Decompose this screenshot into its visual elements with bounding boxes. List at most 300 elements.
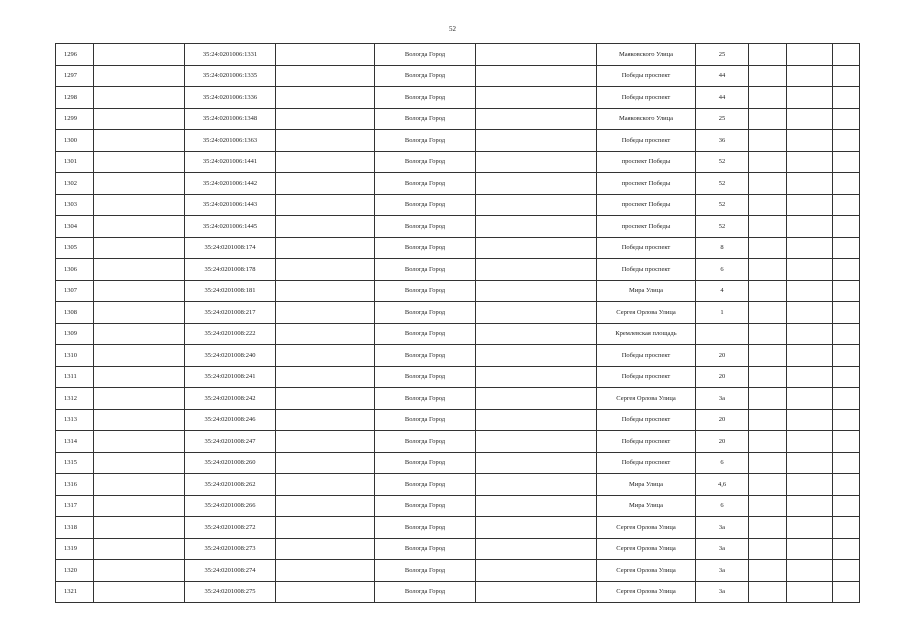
empty-cell bbox=[787, 538, 833, 560]
empty-cell bbox=[787, 108, 833, 130]
table-row bbox=[56, 302, 860, 324]
table-row bbox=[56, 216, 860, 238]
empty-cell bbox=[833, 108, 860, 130]
house-number-cell: 6 bbox=[696, 452, 749, 474]
table-row bbox=[56, 173, 860, 195]
cadastral-number-cell: 35:24:0201008:174 bbox=[185, 237, 276, 259]
empty-cell bbox=[833, 280, 860, 302]
house-number-cell: 6 bbox=[696, 495, 749, 517]
empty-cell bbox=[276, 388, 375, 410]
empty-cell bbox=[476, 538, 597, 560]
street-cell: проспект Победы bbox=[597, 216, 696, 238]
empty-cell bbox=[276, 452, 375, 474]
row-number-cell: 1310 bbox=[56, 345, 94, 367]
empty-cell bbox=[833, 87, 860, 109]
empty-cell bbox=[276, 280, 375, 302]
page-number: 52 bbox=[449, 25, 456, 33]
empty-cell bbox=[476, 560, 597, 582]
empty-cell bbox=[476, 474, 597, 496]
city-cell: Вологда Город bbox=[375, 474, 476, 496]
row-number-cell: 1309 bbox=[56, 323, 94, 345]
empty-cell bbox=[749, 366, 787, 388]
house-number-cell: 3а bbox=[696, 538, 749, 560]
street-cell: Сергея Орлова Улица bbox=[597, 538, 696, 560]
empty-cell bbox=[833, 474, 860, 496]
city-cell: Вологда Город bbox=[375, 108, 476, 130]
house-number-cell: 3а bbox=[696, 388, 749, 410]
empty-cell bbox=[787, 495, 833, 517]
empty-cell bbox=[787, 345, 833, 367]
house-number-cell: 20 bbox=[696, 345, 749, 367]
table-row bbox=[56, 65, 860, 87]
street-cell: Сергея Орлова Улица bbox=[597, 560, 696, 582]
property-registry-table bbox=[55, 43, 860, 603]
empty-cell bbox=[476, 237, 597, 259]
empty-cell bbox=[94, 108, 185, 130]
street-cell: проспект Победы bbox=[597, 173, 696, 195]
cadastral-number-cell: 35:24:0201008:266 bbox=[185, 495, 276, 517]
empty-cell bbox=[749, 302, 787, 324]
empty-cell bbox=[833, 366, 860, 388]
street-cell: Победы проспект bbox=[597, 431, 696, 453]
house-number-cell: 52 bbox=[696, 173, 749, 195]
empty-cell bbox=[833, 194, 860, 216]
street-cell: Победы проспект bbox=[597, 409, 696, 431]
house-number-cell: 25 bbox=[696, 44, 749, 66]
empty-cell bbox=[276, 538, 375, 560]
cadastral-number-cell: 35:24:0201006:1331 bbox=[185, 44, 276, 66]
empty-cell bbox=[833, 388, 860, 410]
empty-cell bbox=[833, 44, 860, 66]
empty-cell bbox=[749, 259, 787, 281]
empty-cell bbox=[833, 495, 860, 517]
empty-cell bbox=[276, 130, 375, 152]
empty-cell bbox=[787, 87, 833, 109]
cadastral-number-cell: 35:24:0201008:240 bbox=[185, 345, 276, 367]
city-cell: Вологда Город bbox=[375, 151, 476, 173]
house-number-cell: 3а bbox=[696, 517, 749, 539]
city-cell: Вологда Город bbox=[375, 173, 476, 195]
house-number-cell: 44 bbox=[696, 87, 749, 109]
city-cell: Вологда Город bbox=[375, 65, 476, 87]
empty-cell bbox=[749, 44, 787, 66]
table-row bbox=[56, 560, 860, 582]
table-row bbox=[56, 452, 860, 474]
house-number-cell: 20 bbox=[696, 366, 749, 388]
empty-cell bbox=[787, 581, 833, 603]
empty-cell bbox=[749, 216, 787, 238]
house-number-cell: 52 bbox=[696, 216, 749, 238]
street-cell: Победы проспект bbox=[597, 452, 696, 474]
house-number-cell: 6 bbox=[696, 259, 749, 281]
empty-cell bbox=[476, 431, 597, 453]
empty-cell bbox=[94, 474, 185, 496]
empty-cell bbox=[749, 538, 787, 560]
house-number-cell: 52 bbox=[696, 194, 749, 216]
city-cell: Вологда Город bbox=[375, 44, 476, 66]
city-cell: Вологда Город bbox=[375, 409, 476, 431]
cadastral-number-cell: 35:24:0201006:1443 bbox=[185, 194, 276, 216]
empty-cell bbox=[787, 237, 833, 259]
house-number-cell: 3а bbox=[696, 560, 749, 582]
table-row bbox=[56, 581, 860, 603]
street-cell: Маяковского Улица bbox=[597, 44, 696, 66]
table-row bbox=[56, 517, 860, 539]
empty-cell bbox=[476, 581, 597, 603]
street-cell: Маяковского Улица bbox=[597, 108, 696, 130]
empty-cell bbox=[276, 323, 375, 345]
empty-cell bbox=[833, 581, 860, 603]
row-number-cell: 1301 bbox=[56, 151, 94, 173]
empty-cell bbox=[476, 259, 597, 281]
row-number-cell: 1315 bbox=[56, 452, 94, 474]
empty-cell bbox=[749, 452, 787, 474]
house-number-cell: 52 bbox=[696, 151, 749, 173]
empty-cell bbox=[276, 581, 375, 603]
empty-cell bbox=[276, 495, 375, 517]
street-cell: Мира Улица bbox=[597, 495, 696, 517]
empty-cell bbox=[833, 409, 860, 431]
empty-cell bbox=[476, 87, 597, 109]
empty-cell bbox=[749, 323, 787, 345]
street-cell: Победы проспект bbox=[597, 130, 696, 152]
cadastral-number-cell: 35:24:0201008:242 bbox=[185, 388, 276, 410]
house-number-cell: 4 bbox=[696, 280, 749, 302]
empty-cell bbox=[276, 87, 375, 109]
street-cell: Победы проспект bbox=[597, 345, 696, 367]
empty-cell bbox=[749, 65, 787, 87]
empty-cell bbox=[749, 495, 787, 517]
empty-cell bbox=[94, 388, 185, 410]
empty-cell bbox=[276, 560, 375, 582]
row-number-cell: 1300 bbox=[56, 130, 94, 152]
empty-cell bbox=[476, 517, 597, 539]
street-cell: Сергея Орлова Улица bbox=[597, 388, 696, 410]
empty-cell bbox=[476, 409, 597, 431]
city-cell: Вологда Город bbox=[375, 517, 476, 539]
empty-cell bbox=[749, 345, 787, 367]
empty-cell bbox=[749, 431, 787, 453]
empty-cell bbox=[476, 44, 597, 66]
city-cell: Вологда Город bbox=[375, 581, 476, 603]
empty-cell bbox=[749, 151, 787, 173]
empty-cell bbox=[749, 517, 787, 539]
empty-cell bbox=[94, 237, 185, 259]
city-cell: Вологда Город bbox=[375, 388, 476, 410]
table-row bbox=[56, 431, 860, 453]
row-number-cell: 1298 bbox=[56, 87, 94, 109]
house-number-cell: 4,6 bbox=[696, 474, 749, 496]
street-cell: Победы проспект bbox=[597, 87, 696, 109]
empty-cell bbox=[276, 237, 375, 259]
empty-cell bbox=[476, 388, 597, 410]
empty-cell bbox=[787, 173, 833, 195]
city-cell: Вологда Город bbox=[375, 452, 476, 474]
cadastral-number-cell: 35:24:0201008:246 bbox=[185, 409, 276, 431]
empty-cell bbox=[476, 130, 597, 152]
table-row bbox=[56, 151, 860, 173]
cadastral-number-cell: 35:24:0201006:1445 bbox=[185, 216, 276, 238]
street-cell: Победы проспект bbox=[597, 237, 696, 259]
empty-cell bbox=[476, 323, 597, 345]
empty-cell bbox=[276, 151, 375, 173]
empty-cell bbox=[833, 517, 860, 539]
street-cell: Мира Улица bbox=[597, 474, 696, 496]
empty-cell bbox=[94, 151, 185, 173]
city-cell: Вологда Город bbox=[375, 345, 476, 367]
empty-cell bbox=[787, 259, 833, 281]
empty-cell bbox=[94, 452, 185, 474]
empty-cell bbox=[276, 431, 375, 453]
empty-cell bbox=[94, 538, 185, 560]
empty-cell bbox=[476, 151, 597, 173]
empty-cell bbox=[833, 151, 860, 173]
empty-cell bbox=[787, 216, 833, 238]
empty-cell bbox=[476, 280, 597, 302]
house-number-cell: 36 bbox=[696, 130, 749, 152]
empty-cell bbox=[94, 87, 185, 109]
house-number-cell: 20 bbox=[696, 431, 749, 453]
empty-cell bbox=[94, 345, 185, 367]
empty-cell bbox=[94, 581, 185, 603]
table-row bbox=[56, 388, 860, 410]
empty-cell bbox=[94, 259, 185, 281]
row-number-cell: 1302 bbox=[56, 173, 94, 195]
table-row bbox=[56, 409, 860, 431]
table-row bbox=[56, 259, 860, 281]
cadastral-number-cell: 35:24:0201008:274 bbox=[185, 560, 276, 582]
city-cell: Вологда Город bbox=[375, 194, 476, 216]
empty-cell bbox=[94, 560, 185, 582]
table-row bbox=[56, 538, 860, 560]
empty-cell bbox=[276, 65, 375, 87]
empty-cell bbox=[787, 560, 833, 582]
empty-cell bbox=[787, 323, 833, 345]
empty-cell bbox=[94, 44, 185, 66]
city-cell: Вологда Город bbox=[375, 323, 476, 345]
row-number-cell: 1308 bbox=[56, 302, 94, 324]
cadastral-number-cell: 35:24:0201008:217 bbox=[185, 302, 276, 324]
empty-cell bbox=[276, 366, 375, 388]
cadastral-number-cell: 35:24:0201008:222 bbox=[185, 323, 276, 345]
house-number-cell: 8 bbox=[696, 237, 749, 259]
table-row bbox=[56, 87, 860, 109]
table-row bbox=[56, 366, 860, 388]
empty-cell bbox=[749, 388, 787, 410]
city-cell: Вологда Город bbox=[375, 237, 476, 259]
row-number-cell: 1299 bbox=[56, 108, 94, 130]
table-row bbox=[56, 474, 860, 496]
empty-cell bbox=[833, 173, 860, 195]
empty-cell bbox=[787, 431, 833, 453]
street-cell: Сергея Орлова Улица bbox=[597, 517, 696, 539]
cadastral-number-cell: 35:24:0201008:247 bbox=[185, 431, 276, 453]
empty-cell bbox=[787, 65, 833, 87]
table-row bbox=[56, 280, 860, 302]
row-number-cell: 1312 bbox=[56, 388, 94, 410]
empty-cell bbox=[833, 560, 860, 582]
empty-cell bbox=[94, 280, 185, 302]
empty-cell bbox=[94, 65, 185, 87]
empty-cell bbox=[476, 194, 597, 216]
row-number-cell: 1304 bbox=[56, 216, 94, 238]
city-cell: Вологда Город bbox=[375, 495, 476, 517]
table-row bbox=[56, 108, 860, 130]
empty-cell bbox=[749, 173, 787, 195]
cadastral-number-cell: 35:24:0201008:241 bbox=[185, 366, 276, 388]
street-cell: Мира Улица bbox=[597, 280, 696, 302]
empty-cell bbox=[476, 366, 597, 388]
row-number-cell: 1303 bbox=[56, 194, 94, 216]
row-number-cell: 1316 bbox=[56, 474, 94, 496]
empty-cell bbox=[833, 259, 860, 281]
empty-cell bbox=[833, 65, 860, 87]
empty-cell bbox=[787, 452, 833, 474]
city-cell: Вологда Город bbox=[375, 87, 476, 109]
street-cell: Сергея Орлова Улица bbox=[597, 302, 696, 324]
empty-cell bbox=[749, 130, 787, 152]
table-row bbox=[56, 194, 860, 216]
empty-cell bbox=[94, 216, 185, 238]
city-cell: Вологда Город bbox=[375, 538, 476, 560]
cadastral-number-cell: 35:24:0201006:1442 bbox=[185, 173, 276, 195]
empty-cell bbox=[833, 130, 860, 152]
house-number-cell bbox=[696, 323, 749, 345]
cadastral-number-cell: 35:24:0201008:260 bbox=[185, 452, 276, 474]
empty-cell bbox=[833, 302, 860, 324]
row-number-cell: 1306 bbox=[56, 259, 94, 281]
cadastral-number-cell: 35:24:0201006:1441 bbox=[185, 151, 276, 173]
row-number-cell: 1311 bbox=[56, 366, 94, 388]
empty-cell bbox=[749, 237, 787, 259]
cadastral-number-cell: 35:24:0201006:1348 bbox=[185, 108, 276, 130]
empty-cell bbox=[476, 216, 597, 238]
table-row bbox=[56, 44, 860, 66]
empty-cell bbox=[749, 474, 787, 496]
empty-cell bbox=[476, 302, 597, 324]
table-row bbox=[56, 237, 860, 259]
empty-cell bbox=[787, 44, 833, 66]
cadastral-number-cell: 35:24:0201006:1363 bbox=[185, 130, 276, 152]
empty-cell bbox=[833, 216, 860, 238]
empty-cell bbox=[787, 130, 833, 152]
cadastral-number-cell: 35:24:0201008:181 bbox=[185, 280, 276, 302]
empty-cell bbox=[276, 173, 375, 195]
row-number-cell: 1317 bbox=[56, 495, 94, 517]
table-body bbox=[56, 44, 860, 603]
empty-cell bbox=[476, 495, 597, 517]
empty-cell bbox=[787, 151, 833, 173]
house-number-cell: 20 bbox=[696, 409, 749, 431]
cadastral-number-cell: 35:24:0201008:275 bbox=[185, 581, 276, 603]
empty-cell bbox=[94, 409, 185, 431]
city-cell: Вологда Город bbox=[375, 280, 476, 302]
empty-cell bbox=[276, 302, 375, 324]
empty-cell bbox=[276, 108, 375, 130]
cadastral-number-cell: 35:24:0201006:1335 bbox=[185, 65, 276, 87]
empty-cell bbox=[787, 280, 833, 302]
row-number-cell: 1296 bbox=[56, 44, 94, 66]
street-cell: проспект Победы bbox=[597, 194, 696, 216]
cadastral-number-cell: 35:24:0201008:262 bbox=[185, 474, 276, 496]
empty-cell bbox=[94, 431, 185, 453]
empty-cell bbox=[276, 345, 375, 367]
empty-cell bbox=[787, 409, 833, 431]
street-cell: Сергея Орлова Улица bbox=[597, 581, 696, 603]
empty-cell bbox=[94, 517, 185, 539]
empty-cell bbox=[476, 65, 597, 87]
empty-cell bbox=[276, 409, 375, 431]
empty-cell bbox=[276, 44, 375, 66]
empty-cell bbox=[749, 409, 787, 431]
cadastral-number-cell: 35:24:0201008:273 bbox=[185, 538, 276, 560]
row-number-cell: 1297 bbox=[56, 65, 94, 87]
empty-cell bbox=[787, 302, 833, 324]
house-number-cell: 44 bbox=[696, 65, 749, 87]
empty-cell bbox=[476, 173, 597, 195]
empty-cell bbox=[276, 259, 375, 281]
city-cell: Вологда Город bbox=[375, 302, 476, 324]
table-row bbox=[56, 323, 860, 345]
empty-cell bbox=[94, 302, 185, 324]
city-cell: Вологда Город bbox=[375, 216, 476, 238]
empty-cell bbox=[476, 452, 597, 474]
street-cell: Победы проспект bbox=[597, 366, 696, 388]
street-cell: Победы проспект bbox=[597, 65, 696, 87]
city-cell: Вологда Город bbox=[375, 431, 476, 453]
street-cell: Победы проспект bbox=[597, 259, 696, 281]
empty-cell bbox=[749, 581, 787, 603]
empty-cell bbox=[749, 87, 787, 109]
row-number-cell: 1321 bbox=[56, 581, 94, 603]
row-number-cell: 1307 bbox=[56, 280, 94, 302]
house-number-cell: 3а bbox=[696, 581, 749, 603]
empty-cell bbox=[94, 194, 185, 216]
row-number-cell: 1320 bbox=[56, 560, 94, 582]
empty-cell bbox=[787, 366, 833, 388]
empty-cell bbox=[833, 237, 860, 259]
row-number-cell: 1313 bbox=[56, 409, 94, 431]
empty-cell bbox=[476, 345, 597, 367]
empty-cell bbox=[833, 323, 860, 345]
city-cell: Вологда Город bbox=[375, 130, 476, 152]
empty-cell bbox=[276, 194, 375, 216]
empty-cell bbox=[94, 495, 185, 517]
empty-cell bbox=[833, 452, 860, 474]
empty-cell bbox=[833, 538, 860, 560]
empty-cell bbox=[787, 517, 833, 539]
empty-cell bbox=[276, 216, 375, 238]
empty-cell bbox=[94, 323, 185, 345]
empty-cell bbox=[749, 280, 787, 302]
city-cell: Вологда Город bbox=[375, 259, 476, 281]
row-number-cell: 1319 bbox=[56, 538, 94, 560]
table-row bbox=[56, 345, 860, 367]
row-number-cell: 1314 bbox=[56, 431, 94, 453]
cadastral-number-cell: 35:24:0201008:272 bbox=[185, 517, 276, 539]
empty-cell bbox=[833, 345, 860, 367]
table-row bbox=[56, 130, 860, 152]
empty-cell bbox=[276, 517, 375, 539]
empty-cell bbox=[94, 366, 185, 388]
empty-cell bbox=[787, 474, 833, 496]
empty-cell bbox=[749, 560, 787, 582]
empty-cell bbox=[749, 194, 787, 216]
street-cell: Кремлевская площадь bbox=[597, 323, 696, 345]
city-cell: Вологда Город bbox=[375, 560, 476, 582]
empty-cell bbox=[833, 431, 860, 453]
empty-cell bbox=[787, 388, 833, 410]
